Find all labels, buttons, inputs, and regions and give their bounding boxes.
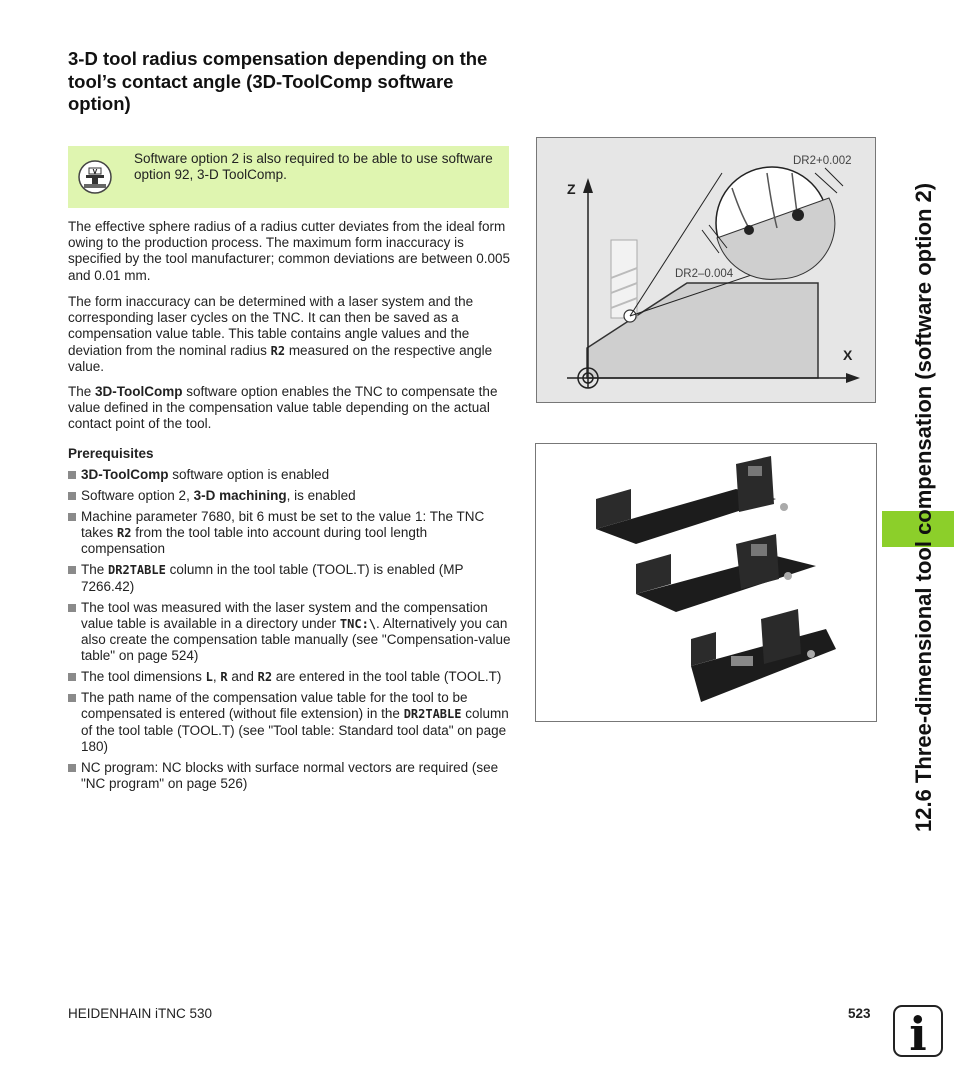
list-item-text: The tool dimensions <box>81 669 206 685</box>
code-term: DR2TABLE <box>403 707 462 722</box>
tool-edge-point <box>744 225 754 235</box>
z-axis-arrow <box>583 178 593 193</box>
connector <box>784 572 792 580</box>
device-arm <box>736 534 779 589</box>
chapter-side-title: 12.6 Three-dimensional tool compensation (software option 2) <box>911 182 936 832</box>
dimension-line-plus <box>825 168 843 186</box>
prerequisites-heading: Prerequisites <box>68 446 154 461</box>
paragraph-laser-system <box>68 294 510 375</box>
code-term: L <box>205 670 213 685</box>
x-axis-label: X <box>843 347 853 363</box>
list-item <box>68 760 513 792</box>
machine-icon-letter: V <box>92 168 98 176</box>
bold-term: 3D-ToolComp <box>81 467 169 482</box>
list-item-text: software option is enabled <box>168 467 330 482</box>
list-item-text: are entered in the tool table (TOOL.T) <box>272 669 502 685</box>
list-item-text: , <box>212 669 221 685</box>
connector <box>807 650 815 658</box>
section-title: 3-D tool radius compensation depending on the tool’s contact angle (3D-ToolComp software option) <box>68 48 488 114</box>
device-label <box>731 656 753 666</box>
list-item-text: Software option 2, <box>81 488 194 503</box>
code-r2: R2 <box>270 343 286 358</box>
paragraph-text: The form inaccuracy can be determined with a laser system and the corresponding laser cycles on the TNC. It can then be saved as a compensation value table. This table contains angle values and the deviation from the nominal radius <box>68 294 474 358</box>
list-item-text: The <box>81 562 109 578</box>
list-item <box>68 562 513 594</box>
device-label <box>748 466 762 476</box>
z-axis-label: Z <box>567 181 576 197</box>
list-item <box>68 467 513 483</box>
list-item-text: from the tool table into account during tool length compensation <box>81 525 428 557</box>
machine-icon <box>78 160 112 194</box>
list-item-text: column in the tool table (TOOL.T) is enabled (MP 7266.42) <box>81 562 464 594</box>
x-axis-arrow <box>846 373 860 383</box>
list-item-text: and <box>227 669 258 685</box>
code-term: R <box>220 670 228 685</box>
list-item <box>68 488 513 504</box>
device-arm <box>736 456 774 512</box>
deviation-plus-label: DR2+0.002 <box>793 155 852 167</box>
paragraph-text: The <box>68 384 96 399</box>
page-number: 523 <box>848 1006 871 1021</box>
info-icon-letter: i <box>909 1007 927 1057</box>
footer-product: HEIDENHAIN iTNC 530 <box>68 1006 213 1021</box>
code-term: R2 <box>257 670 273 685</box>
tool-center-point <box>792 209 804 221</box>
paragraph-toolcomp <box>68 384 510 433</box>
paragraph-text: measured on the respective angle value. <box>68 342 493 374</box>
laser-system-photo <box>535 443 877 722</box>
note-box <box>68 146 509 208</box>
info-icon <box>893 1005 943 1057</box>
bold-term: 3-D machining <box>193 488 287 503</box>
code-term: R2 <box>117 526 132 541</box>
code-term: TNC:\ <box>339 616 377 631</box>
list-item <box>68 690 513 755</box>
note-text: Software option 2 is also required to be able to use software option 92, 3-D ToolComp. <box>134 151 493 182</box>
list-item-text: Machine parameter 7680, bit 6 must be set to the value 1: The TNC takes <box>81 509 485 541</box>
list-item-text: NC program: NC blocks with surface normal vectors are required (see "NC program" on page 526) <box>81 759 499 792</box>
list-item <box>68 600 513 665</box>
laser-devices-illustration <box>536 444 876 721</box>
diagram-svg <box>537 138 875 402</box>
list-item-text: . Alternatively you can also create the compensation table manually (see "Compensation-value table" on page 524) <box>81 615 511 664</box>
paragraph-text: software option enables the TNC to compensate the value defined in the compensation value table depending on the actual contact point of the tool. <box>68 384 498 432</box>
list-item-text: column of the tool table (TOOL.T) (see "Tool table: Standard tool data" on page 180) <box>81 706 509 754</box>
code-term: DR2TABLE <box>108 563 166 578</box>
list-item-text: The path name of the compensation value table for the tool to be compensated is entered (without file extension) in the <box>81 690 468 722</box>
list-item <box>68 669 513 685</box>
compensation-diagram <box>536 137 876 403</box>
paragraph-form-inaccuracy: The effective sphere radius of a radius cutter deviates from the ideal form owing to the production process. The maximum form inaccuracy is specified by the tool manufacturer; common deviations are between 0.005 and 0.01 mm. <box>68 219 511 283</box>
list-item-text: The tool was measured with the laser system and the compensation value table is available in a directory under <box>81 599 488 631</box>
connector <box>780 503 788 511</box>
list-item <box>68 509 513 558</box>
bold-term: 3D-ToolComp <box>95 384 183 399</box>
deviation-minus-label: DR2–0.004 <box>675 268 734 280</box>
list-item-text: , is enabled <box>286 488 356 503</box>
device-label <box>751 544 767 556</box>
prerequisites-list <box>68 467 513 797</box>
